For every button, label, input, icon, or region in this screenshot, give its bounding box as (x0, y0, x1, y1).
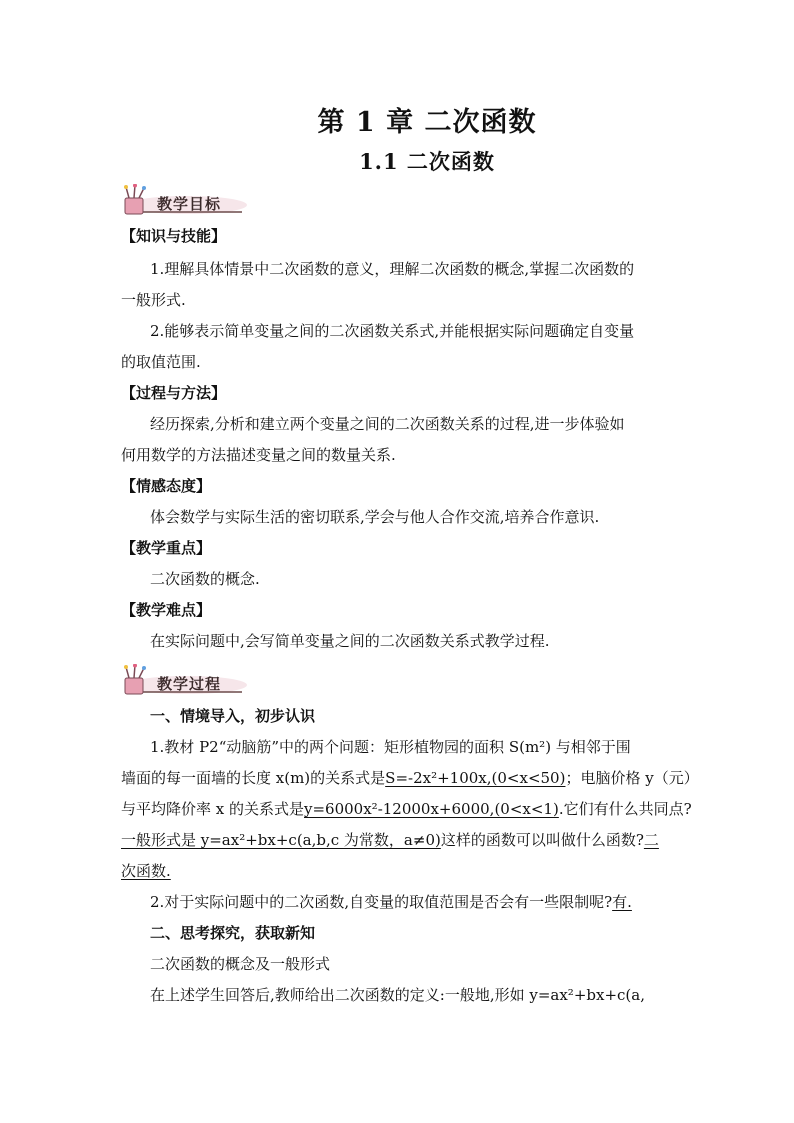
process-badge (117, 664, 247, 698)
process-item-1-line-2 (121, 768, 699, 788)
section-2-subheading: 二次函数的概念及一般形式 (150, 955, 331, 973)
answer-underlined: S=-2x²+100x,(0<x<50) (385, 769, 566, 787)
text-span: 这样的函数可以叫做什么函数? (440, 831, 644, 849)
method-heading: 【过程与方法】 (121, 384, 227, 402)
answer-underlined: 次函数. (121, 862, 171, 880)
process-item-2-line-1 (150, 892, 710, 912)
chapter-title: 第 1 章 二次函数 (317, 107, 537, 138)
goals-badge (117, 184, 247, 218)
process-item-1-line-4 (121, 830, 681, 850)
text-span: 与平均降价率 x 的关系式是 (121, 800, 304, 818)
knowledge-item-1-line-2: 一般形式. (121, 291, 186, 309)
focus-line-1: 二次函数的概念. (150, 570, 260, 588)
text-span: ；电脑价格 y（元） (565, 769, 699, 787)
knowledge-item-2-line-1: 2.能够表示简单变量之间的二次函数关系式,并能根据实际问题确定自变量 (150, 322, 635, 340)
section-2-line-1: 在上述学生回答后,教师给出二次函数的定义:一般地,形如 y=ax²+bx+c(a, (150, 986, 645, 1004)
difficulty-line-1: 在实际问题中,会写简单变量之间的二次函数关系式教学过程. (150, 632, 550, 650)
section-1-heading: 一、情境导入，初步认识 (150, 707, 316, 725)
section-title: 1.1 二次函数 (359, 149, 495, 174)
attitude-line-1: 体会数学与实际生活的密切联系,学会与他人合作交流,培养合作意识. (150, 508, 600, 526)
goals-badge-label: 教学目标 (157, 195, 222, 213)
knowledge-heading: 【知识与技能】 (121, 227, 227, 245)
answer-underlined: y=6000x²-12000x+6000,(0<x<1) (304, 800, 559, 818)
text-span: 2.对于实际问题中的二次函数,自变量的取值范围是否会有一些限制呢? (150, 893, 613, 911)
section-2-heading: 二、思考探究，获取新知 (150, 924, 316, 942)
method-line-1: 经历探索,分析和建立两个变量之间的二次函数关系的过程,进一步体验如 (150, 415, 625, 433)
text-span: 墙面的每一面墙的长度 x(m)的关系式是 (121, 769, 386, 787)
process-badge-label: 教学过程 (157, 675, 222, 693)
knowledge-item-1-line-1: 1.理解具体情景中二次函数的意义，理解二次函数的概念,掌握二次函数的 (150, 260, 635, 278)
knowledge-item-2-line-2: 的取值范围. (121, 353, 201, 371)
process-item-1-line-1: 1.教材 P2“动脑筋”中的两个问题：矩形植物园的面积 S(m²) 与相邻于围 (150, 738, 631, 756)
answer-underlined: 有. (612, 893, 632, 911)
answer-underlined: 一般形式是 y=ax²+bx+c(a,b,c 为常数，a≠0) (121, 831, 441, 849)
focus-heading: 【教学重点】 (121, 539, 212, 557)
process-item-1-line-5 (121, 861, 681, 881)
difficulty-heading: 【教学难点】 (121, 601, 212, 619)
process-item-1-line-3 (121, 799, 692, 819)
answer-underlined: 二 (643, 831, 659, 849)
attitude-heading: 【情感态度】 (121, 477, 212, 495)
method-line-2: 何用数学的方法描述变量之间的数量关系. (121, 446, 396, 464)
text-span: .它们有什么共同点? (558, 800, 692, 818)
